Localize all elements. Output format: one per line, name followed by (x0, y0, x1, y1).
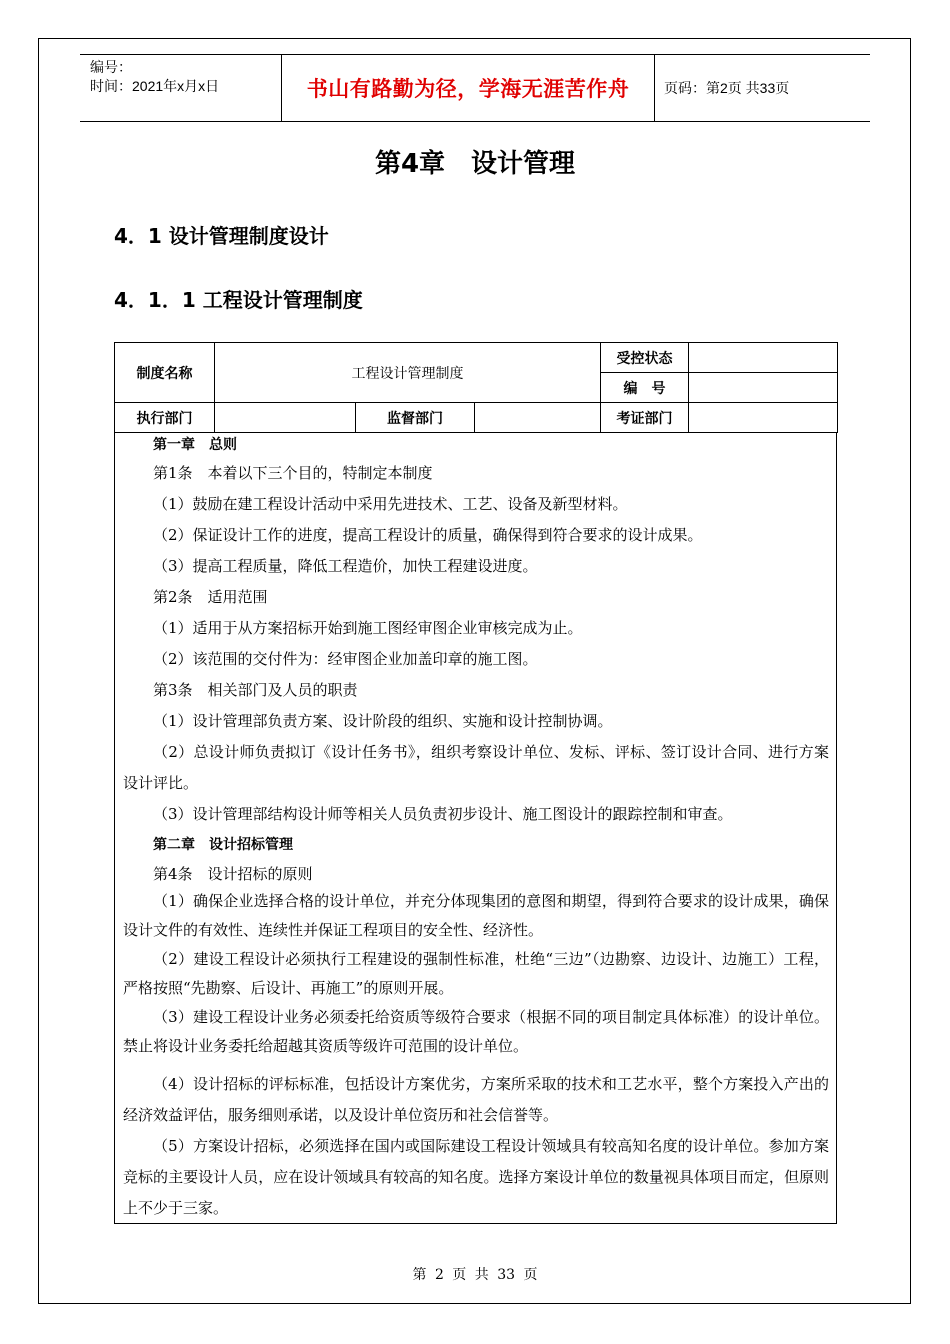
exec-dept-value (215, 403, 356, 433)
clause: （2）建设工程设计必须执行工程建设的强制性标准，杜绝“三边”（边勘察、边设计、边施工）工程，严格按照“先勘察、后设计、再施工”的原则开展。 (123, 950, 829, 997)
clause: （5）方案设计招标，必须选择在国内或国际建设工程设计领域具有较高知名度的设计单位。参加方案竞标的主要设计人员，应在设计领域具有较高的知名度。选择方案设计单位的数量视具体项目而定，但原则上不少于三家。 (123, 1137, 829, 1217)
supervise-dept-value (475, 403, 601, 433)
supervise-dept-label: 监督部门 (356, 403, 475, 433)
chapter-title: 第4章 设计管理 (374, 149, 576, 179)
chapter-heading: 第二章 设计招标管理 (153, 837, 293, 853)
article: 第4条 设计招标的原则 (153, 865, 313, 883)
regulation-name-label: 制度名称 (115, 343, 215, 403)
clause: （4）设计招标的评标标准，包括设计方案优劣，方案所采取的技术和工艺水平，整个方案投入产出的经济效益评估，服务细则承诺，以及设计单位资历和社会信誉等。 (123, 1075, 829, 1124)
clause: （1）适用于从方案招标开始到施工图经审图企业审核完成为止。 (153, 619, 583, 637)
header-meta (80, 55, 282, 121)
clause: （2）该范围的交付件为：经审图企业加盖印章的施工图。 (153, 650, 538, 668)
doc-number-label: 编号： (90, 59, 132, 75)
clause: （3）提高工程质量，降低工程造价，加快工程建设进度。 (153, 557, 538, 575)
chapter-heading: 第一章 总则 (153, 437, 237, 453)
regulation-info-table (114, 342, 838, 433)
article: 第3条 相关部门及人员的职责 (153, 681, 358, 699)
article: 第1条 本着以下三个目的，特制定本制度 (153, 464, 433, 482)
clause: （1）设计管理部负责方案、设计阶段的组织、实施和设计控制协调。 (153, 712, 613, 730)
subsection-title: 4．1．1 工程设计管理制度 (114, 288, 363, 312)
header-motto: 书山有路勤为径，学海无涯苦作舟 (282, 55, 655, 121)
verify-dept-label: 考证部门 (601, 403, 689, 433)
clause: （2）总设计师负责拟订《设计任务书》，组织考察设计单位、发标、评标、签订设计合同、进行方案设计评比。 (123, 743, 829, 792)
doc-number-cell-value (689, 373, 838, 403)
header-page-info: 页码：第2页 共33页 (664, 80, 790, 96)
clause: （3）建设工程设计业务必须委托给资质等级符合要求（根据不同的项目制定具体标准）的设计单位。禁止将设计业务委托给超越其资质等级许可范围的设计单位。 (123, 1008, 829, 1055)
section-title: 4．1 设计管理制度设计 (114, 224, 329, 248)
verify-dept-value (689, 403, 838, 433)
doc-time-label: 时间：2021年x月x日 (90, 78, 220, 94)
clause: （1）确保企业选择合格的设计单位，并充分体现集团的意图和期望，得到符合要求的设计成果，确保设计文件的有效性、连续性并保证工程项目的安全性、经济性。 (123, 892, 829, 939)
exec-dept-label: 执行部门 (115, 403, 215, 433)
article: 第2条 适用范围 (153, 588, 268, 606)
page-footer: 第 2 页 共 33 页 (412, 1267, 538, 1283)
control-status-value (689, 343, 838, 373)
page-header (80, 54, 870, 122)
clause: （3）设计管理部结构设计师等相关人员负责初步设计、施工图设计的跟踪控制和审查。 (153, 805, 733, 823)
clause: （2）保证设计工作的进度，提高工程设计的质量，确保得到符合要求的设计成果。 (153, 526, 703, 544)
control-status-label: 受控状态 (601, 343, 689, 373)
clause: （1）鼓励在建工程设计活动中采用先进技术、工艺、设备及新型材料。 (153, 495, 628, 513)
regulation-body (123, 432, 829, 1224)
regulation-name-value: 工程设计管理制度 (215, 343, 601, 403)
doc-number-cell-label: 编 号 (601, 373, 689, 403)
